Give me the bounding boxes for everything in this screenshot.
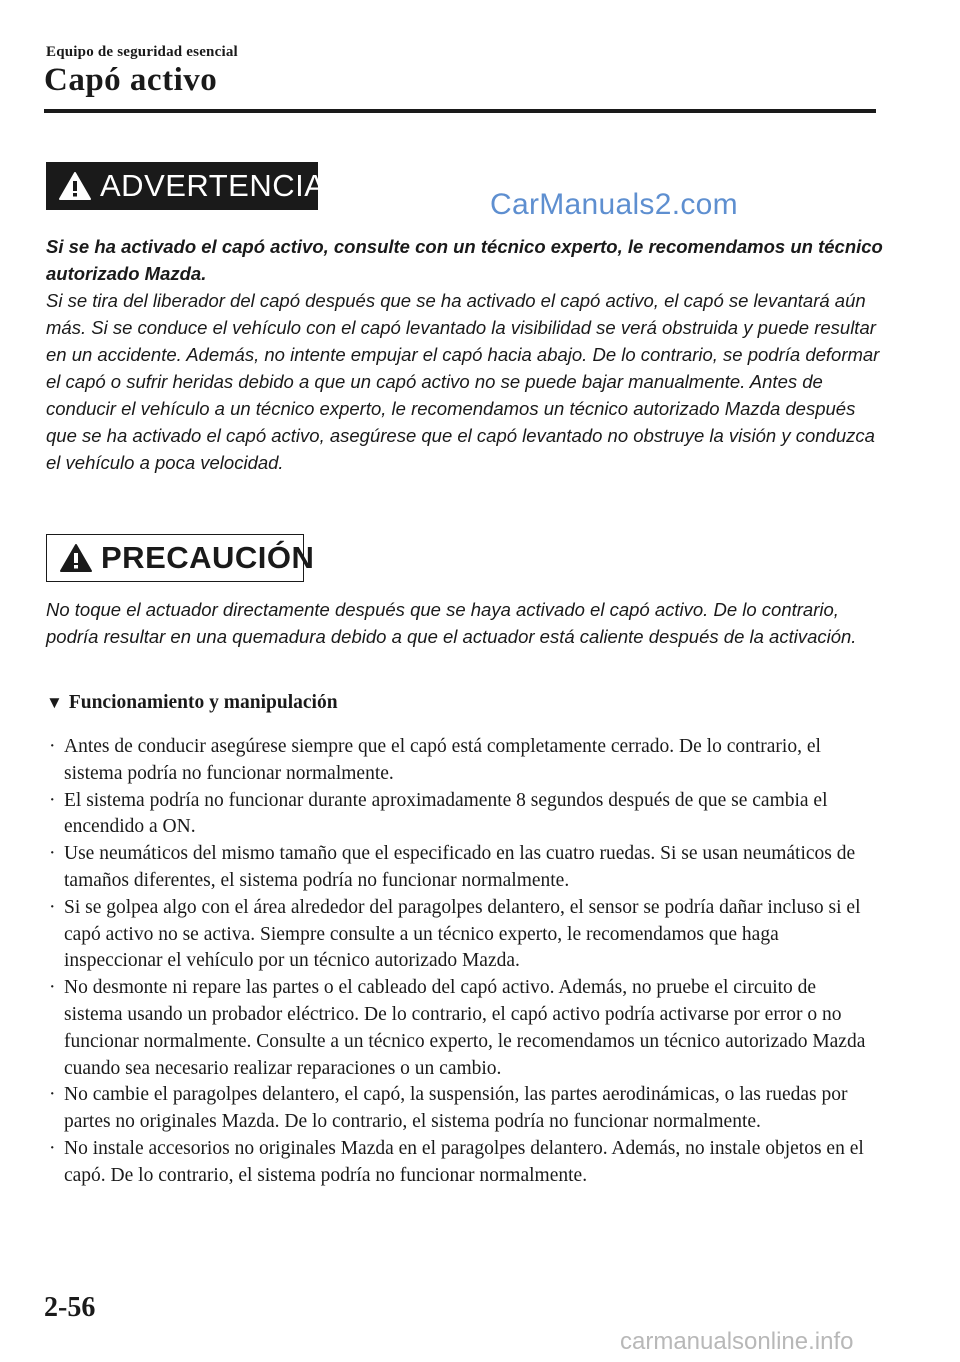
warning-triangle-icon xyxy=(58,171,92,201)
section-heading xyxy=(46,692,338,714)
triangle-down-icon: ▼ xyxy=(46,693,63,712)
bullet-icon: · xyxy=(49,1137,56,1159)
bullet-icon: · xyxy=(49,977,56,999)
list-item-text: No cambie el paragolpes delantero, el capó, la suspensión, las partes aerodinámicas, o las ruedas por partes no originales Mazda. De lo contrario, el sistema podría no funcionar normalmente. xyxy=(64,1084,848,1133)
list-item xyxy=(46,895,876,975)
page-number: 2-56 xyxy=(44,1292,96,1323)
list-item-text: Antes de conducir asegúrese siempre que el capó está completamente cerrado. De lo contrario, el sistema podría no funcionar normalmente. xyxy=(64,736,821,784)
caution-text: No toque el actuador directamente después que se haya activado el capó activo. De lo contrario, podría resultar en una quemadura debido a que el actuador está caliente después de la activación. xyxy=(46,599,857,647)
bullet-icon: · xyxy=(49,789,56,811)
list-item-text: Si se golpea algo con el área alrededor del paragolpes delantero, el sensor se podría dañar incluso si el capó activo no se activa. Siempre consulte a un técnico experto, le recomendamos que haga inspeccionar el vehículo por un técnico autorizado Mazda. xyxy=(64,896,861,972)
watermark-footer-link[interactable]: carmanualsonline.info xyxy=(620,1328,854,1355)
warning-bold-text: Si se ha activado el capó activo, consulte con un técnico experto, le recomendamos un técnico autorizado Mazda. xyxy=(46,236,883,284)
bullet-icon: · xyxy=(49,843,56,865)
caution-label: PRECAUCIÓN xyxy=(101,540,315,575)
list-item xyxy=(46,841,876,895)
list-item-text: No instale accesorios no originales Mazda en el paragolpes delantero. Además, no instale objetos en el capó. De lo contrario, el sistema podría no funcionar normalmente. xyxy=(64,1137,864,1186)
bullet-list xyxy=(46,734,876,1190)
bullet-icon: · xyxy=(49,896,56,918)
list-item xyxy=(46,734,876,788)
list-item xyxy=(46,788,876,842)
warning-text: Si se tira del liberador del capó después que se ha activado el capó activo, el capó se levantará aún más. Si se conduce el vehículo con el capó levantado la visibilidad se verá obstruida y puede resultar en un accidente. Además, no intente empujar el capó hacia abajo. De lo contrario, se podría deformar el capó o sufrir heridas debido a que un capó activo no se puede bajar manualmente. Antes de conducir el vehículo a un técnico experto, le recomendamos un técnico autorizado Mazda después que se ha activado el capó activo, asegúrese que el capó levantado no obstruye la visión y conduzca el vehículo a poca velocidad. xyxy=(46,290,880,473)
page-title: Capó activo xyxy=(44,62,218,98)
section-title: Funcionamiento y manipulación xyxy=(68,692,338,713)
list-item xyxy=(46,1136,876,1190)
warning-triangle-icon xyxy=(59,543,93,573)
bullet-icon: · xyxy=(49,1084,56,1106)
warning-body xyxy=(46,233,886,476)
warning-label-box xyxy=(46,162,326,210)
list-item-text: Use neumáticos del mismo tamaño que el especificado en las cuatro ruedas. Si se usan neumáticos de tamaños diferentes, el sistema podría no funcionar normalmente. xyxy=(64,843,856,891)
watermark-link[interactable]: CarManuals2.com xyxy=(490,188,738,221)
list-item-text: El sistema podría no funcionar durante aproximadamente 8 segundos después de que se cambia el encendido a ON. xyxy=(64,789,828,838)
list-item-text: No desmonte ni repare las partes o el cableado del capó activo. Además, no pruebe el circuito de sistema usando un probador eléctrico. De lo contrario, el capó activo podría activarse por error o no funcionar normalmente. Consulte a un técnico experto, le recomendamos un técnico autorizado Mazda cuando sea necesario realizar reparaciones o un cambio. xyxy=(64,977,866,1079)
warning-label: ADVERTENCIA xyxy=(100,168,326,203)
bullet-icon: · xyxy=(49,736,56,757)
title-divider xyxy=(44,109,876,113)
list-item xyxy=(46,1082,876,1136)
caution-label-box xyxy=(46,534,315,582)
caution-body xyxy=(46,596,886,650)
section-label: Equipo de seguridad esencial xyxy=(46,44,238,60)
list-item xyxy=(46,975,876,1082)
